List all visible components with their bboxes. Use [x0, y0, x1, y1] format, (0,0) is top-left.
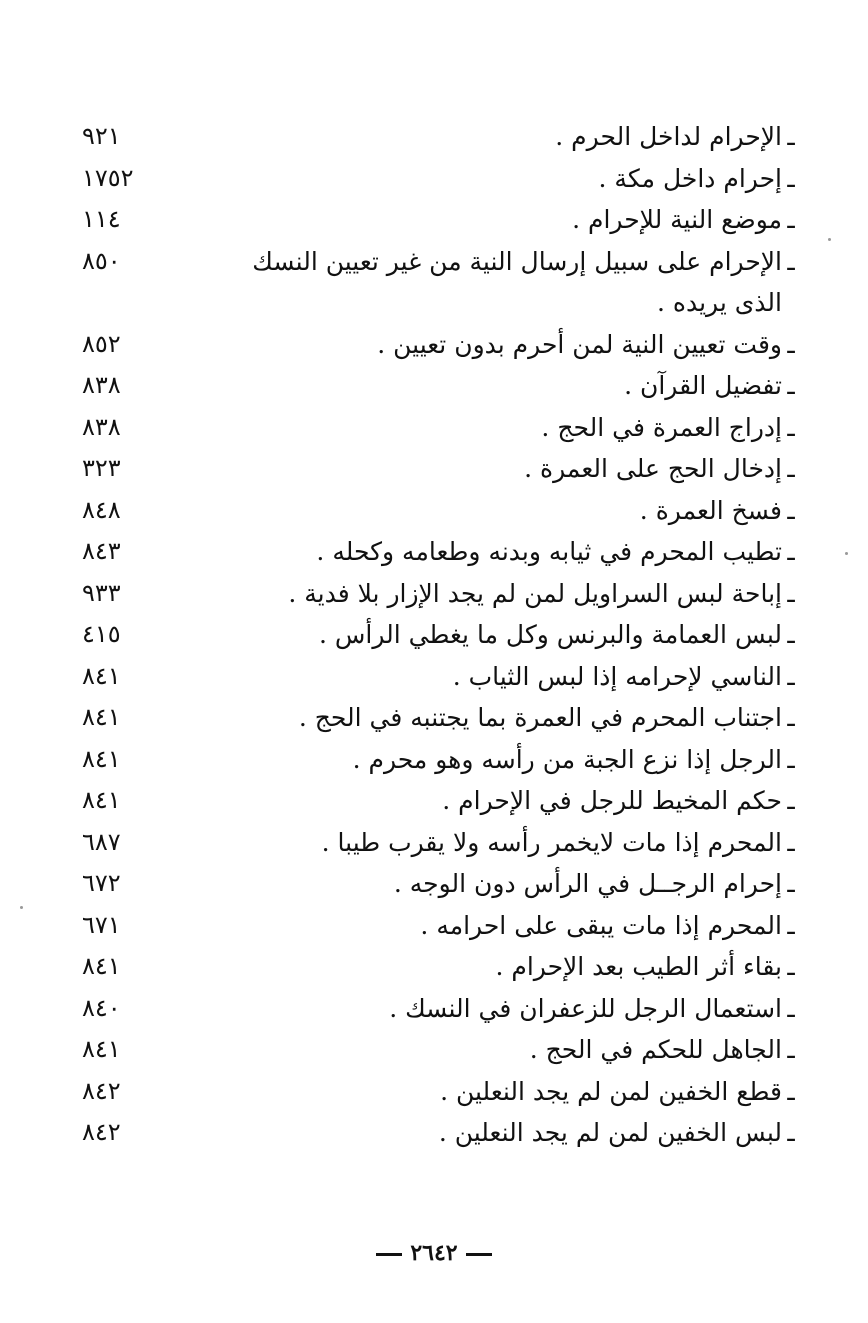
entry-dash: ـ — [787, 620, 795, 649]
index-entry — [60, 697, 800, 739]
index-entry — [60, 573, 800, 615]
entry-page-number: ١١٤ — [82, 205, 121, 233]
page-footer — [0, 1240, 868, 1266]
entry-page-number: ٤١٥ — [82, 620, 121, 648]
entry-text-wrap — [200, 822, 800, 864]
entry-page-number: ٣٢٣ — [82, 454, 121, 482]
entry-dash: ـ — [787, 371, 795, 400]
entry-dash: ـ — [787, 246, 795, 276]
entry-text: الجاهل للحكم في الحج . — [529, 1035, 782, 1064]
entry-dash: ـ — [787, 1076, 795, 1106]
entry-text: الناسي لإحرامه إذا لبس الثياب . — [452, 661, 782, 691]
entry-text-wrap — [200, 905, 800, 947]
entry-text-wrap — [200, 448, 800, 490]
entry-dash: ـ — [787, 661, 795, 691]
entry-dash: ـ — [787, 827, 795, 857]
entry-text: وقت تعيين النية لمن أحرم بدون تعيين . — [377, 329, 782, 359]
entry-dash: ـ — [787, 537, 795, 566]
entry-text: بقاء أثر الطيب بعد الإحرام . — [495, 952, 782, 981]
index-entry — [60, 407, 800, 449]
entry-text: حكم المخيط للرجل في الإحرام . — [442, 786, 782, 815]
entry-text-wrap — [200, 1029, 800, 1071]
entry-dash: ـ — [787, 454, 795, 483]
entry-dash: ـ — [787, 993, 795, 1023]
entry-text: لبس العمامة والبرنس وكل ما يغطي الرأس . — [318, 620, 782, 649]
entry-text-wrap — [200, 739, 800, 781]
entry-text: المحرم إذا مات يبقى على احرامه . — [420, 910, 782, 940]
entry-text: اجتناب المحرم في العمرة بما يجتنبه في الحج . — [298, 703, 782, 732]
entry-dash: ـ — [787, 1035, 795, 1064]
index-entry — [60, 241, 800, 324]
scan-speck — [20, 906, 23, 909]
entry-text: المحرم إذا مات لايخمر رأسه ولا يقرب طيبا . — [321, 827, 782, 857]
index-entry — [60, 614, 800, 656]
entry-page-number: ١٧٥٢ — [82, 163, 134, 192]
entry-text: إحرام داخل مكة . — [598, 163, 782, 193]
index-entry — [60, 490, 800, 532]
scan-speck — [845, 552, 848, 555]
entry-page-number: ٦٧١ — [82, 910, 121, 939]
index-entry — [60, 1112, 800, 1154]
entry-text-wrap — [200, 1071, 800, 1113]
entry-text-wrap — [200, 863, 800, 905]
entry-text-wrap — [200, 1112, 800, 1154]
entry-text: الإحرام لداخل الحرم . — [555, 122, 782, 151]
entry-page-number: ٨٤٢ — [82, 1076, 121, 1105]
entry-text-wrap — [200, 324, 800, 366]
index-entry — [60, 324, 800, 366]
entry-page-number: ٨٤١ — [82, 744, 121, 773]
index-entry — [60, 158, 800, 200]
entry-dash: ـ — [787, 910, 795, 940]
entry-text: الإحرام على سبيل إرسال النية من غير تعيين النسك الذى يريده . — [252, 246, 782, 317]
entry-text: الرجل إذا نزع الجبة من رأسه وهو محرم . — [352, 744, 782, 774]
scan-speck — [828, 238, 831, 241]
entry-page-number: ٦٧٢ — [82, 869, 121, 897]
entry-page-number: ٨٤٠ — [82, 993, 121, 1022]
index-entry — [60, 739, 800, 781]
entry-page-number: ٦٨٧ — [82, 827, 121, 856]
entry-text-wrap — [200, 490, 800, 532]
entry-text-wrap — [200, 697, 800, 739]
entry-page-number: ٨٤١ — [82, 1035, 121, 1063]
entry-text: تطيب المحرم في ثيابه وبدنه وطعامه وكحله . — [316, 537, 782, 566]
entry-page-number: ٨٤١ — [82, 786, 121, 814]
entry-text: إدراج العمرة في الحج . — [541, 412, 782, 442]
entry-page-number: ٨٥٢ — [82, 329, 121, 358]
index-entry — [60, 199, 800, 241]
entry-page-number: ٨٣٨ — [82, 412, 121, 441]
entry-text-wrap — [200, 946, 800, 988]
entry-text: تفضيل القرآن . — [624, 371, 782, 400]
entry-text-wrap — [200, 407, 800, 449]
entry-text-wrap — [200, 780, 800, 822]
entry-dash: ـ — [787, 1118, 795, 1147]
index-entry — [60, 905, 800, 947]
entry-page-number: ٩٣٣ — [82, 578, 121, 607]
entry-page-number: ٨٥٠ — [82, 246, 121, 275]
entry-text: استعمال الرجل للزعفران في النسك . — [389, 993, 782, 1023]
entry-text-wrap — [200, 988, 800, 1030]
footer-rule-left — [466, 1253, 492, 1256]
index-entry — [60, 988, 800, 1030]
entry-text: فسخ العمرة . — [639, 495, 782, 525]
entry-dash: ـ — [787, 744, 795, 774]
entry-dash: ـ — [787, 205, 795, 234]
entry-dash: ـ — [787, 703, 795, 732]
entry-text: إدخال الحج على العمرة . — [524, 454, 782, 483]
entry-page-number: ٨٣٨ — [82, 371, 121, 399]
index-entry — [60, 531, 800, 573]
index-entry — [60, 780, 800, 822]
index-entry — [60, 946, 800, 988]
index-entry — [60, 448, 800, 490]
entry-dash: ـ — [787, 329, 795, 359]
index-list — [60, 116, 800, 1154]
entry-text-wrap — [200, 365, 800, 407]
entry-dash: ـ — [787, 578, 795, 608]
index-entry — [60, 1029, 800, 1071]
entry-page-number: ٨٤١ — [82, 952, 121, 980]
entry-page-number: ٩٢١ — [82, 122, 121, 150]
entry-page-number: ٨٤٣ — [82, 537, 121, 565]
index-entry — [60, 116, 800, 158]
entry-dash: ـ — [787, 412, 795, 442]
entry-dash: ـ — [787, 495, 795, 525]
entry-dash: ـ — [787, 163, 795, 193]
entry-text: قطع الخفين لمن لم يجد النعلين . — [440, 1076, 782, 1106]
entry-text-wrap — [200, 116, 800, 158]
entry-text: موضع النية للإحرام . — [572, 205, 782, 234]
index-entry — [60, 365, 800, 407]
entry-text-wrap — [200, 241, 800, 324]
entry-dash: ـ — [787, 122, 795, 151]
entry-text: لبس الخفين لمن لم يجد النعلين . — [438, 1118, 782, 1147]
entry-text-wrap — [200, 656, 800, 698]
entry-dash: ـ — [787, 952, 795, 981]
entry-text: إباحة لبس السراويل لمن لم يجد الإزار بلا فدية . — [288, 578, 782, 608]
entry-text-wrap — [200, 158, 800, 200]
entry-page-number: ٨٤١ — [82, 661, 121, 690]
entry-text-wrap — [200, 531, 800, 573]
entry-text: إحرام الرجــل في الرأس دون الوجه . — [393, 869, 782, 898]
entry-page-number: ٨٤١ — [82, 703, 121, 731]
footer-page-number: ٢٦٤٢ — [410, 1240, 458, 1266]
footer-rule-right — [376, 1253, 402, 1256]
entry-text-wrap — [200, 199, 800, 241]
entry-text-wrap — [200, 573, 800, 615]
index-entry — [60, 1071, 800, 1113]
entry-page-number: ٨٤٢ — [82, 1118, 121, 1146]
index-entry — [60, 863, 800, 905]
entry-text-wrap — [200, 614, 800, 656]
entry-dash: ـ — [787, 786, 795, 815]
entry-dash: ـ — [787, 869, 795, 898]
index-entry — [60, 656, 800, 698]
index-entry — [60, 822, 800, 864]
entry-page-number: ٨٤٨ — [82, 495, 121, 524]
